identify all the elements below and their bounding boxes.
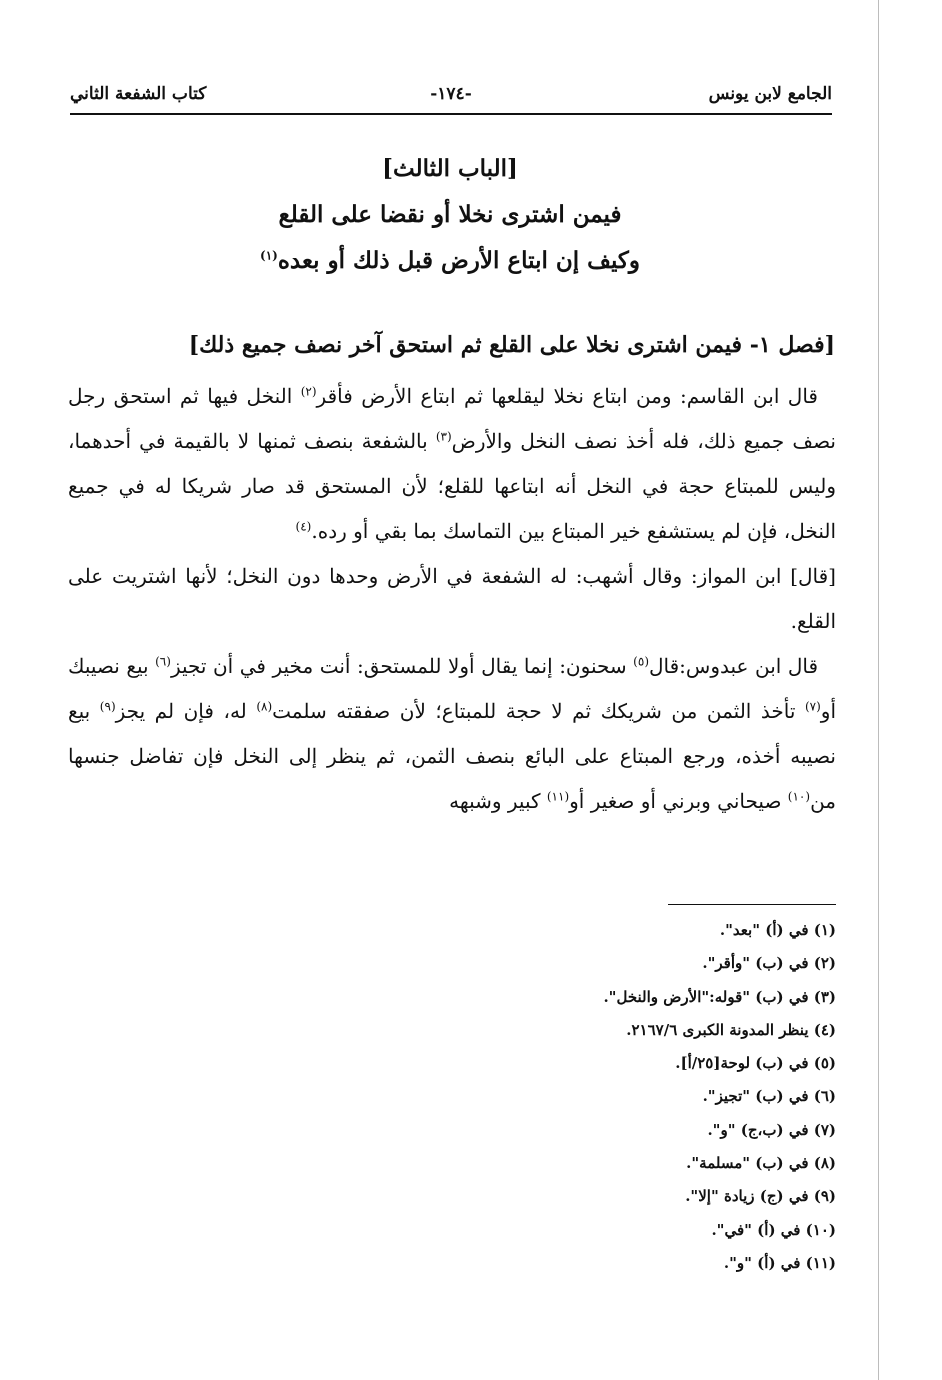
footnote-ref-5: (٥) <box>633 654 649 669</box>
paragraph-ibn-abdus <box>68 644 836 824</box>
page-number: -١٧٤- <box>430 84 472 104</box>
footnote-6: (٦) في (ب) "تجيز". <box>702 1087 836 1106</box>
chapter-label: [الباب الثالث] <box>382 155 518 182</box>
paragraph-ibn-alqasim <box>68 374 836 554</box>
header-chapter-title: كتاب الشفعة الثاني <box>70 84 207 104</box>
text-run: صيحاني وبرني أو صغير أو <box>569 789 788 813</box>
page-edge-line <box>878 0 879 1380</box>
text-run: قال ابن القاسم: ومن ابتاع نخلا ليقلعها ثم ابتاع الأرض فأقر <box>316 384 818 408</box>
footnote-ref-8: (٨) <box>256 699 273 714</box>
text-run: بالشفعة بنصف ثمنها لا بالقيمة في أحدهما، وليس للمبتاع حجة في النخل أنه ابتاعها للقلع؛ لأن المستحق قد صار شريكا له في جميع النخل، فإن لم يستشفع خير المبتاع بين التماسك بما بقي أو رده. <box>68 429 836 543</box>
footnote-7: (٧) في (ب،ج) "و". <box>707 1120 836 1139</box>
text-run: كبير وشبهه <box>449 789 547 813</box>
chapter-title-line-1: فيمن اشترى نخلا أو نقضا على القلع <box>278 201 622 228</box>
footnote-1: (١) في (أ) "بعد". <box>719 921 836 939</box>
footnote-ref-10: (١٠) <box>787 789 811 804</box>
footnote-ref-6: (٦) <box>155 654 171 669</box>
text-run: النخل فيها ثم استحق رجل نصف جميع ذلك، فله أخذ نصف النخل والأرض <box>68 384 836 453</box>
section-heading: [فصل ١- فيمن اشترى نخلا على القلع ثم استحق آخر نصف جميع ذلك] <box>188 332 835 358</box>
footnote-divider <box>668 904 836 905</box>
footnote-ref-2: (٢) <box>300 384 317 399</box>
footnote-5: (٥) في (ب) لوحة[٢٥/أ]. <box>675 1054 836 1073</box>
footnote-ref-7: (٧) <box>804 699 821 714</box>
footnote-ref-4: (٤) <box>295 519 312 534</box>
footnote-2: (٢) في (ب) "وأقر". <box>702 954 836 973</box>
footnote-10: (١٠) في (أ) "في". <box>711 1220 836 1239</box>
text-run: قال ابن عبدوس:قال <box>649 654 819 678</box>
footnote-ref-9: (٩) <box>99 699 116 714</box>
text-run: بيع نصيبه أخذه، ورجع المبتاع على البائع بنصف الثمن، ثم ينظر إلى النخل فإن تفاضل جنسها من <box>68 699 836 813</box>
footnote-ref-1: (١) <box>260 248 278 263</box>
footnote-3: (٣) في (ب) "قوله:"الأرض والنخل". <box>603 987 836 1006</box>
chapter-titles <box>150 146 750 284</box>
footnote-8: (٨) في (ب) "مسلمة". <box>686 1154 836 1173</box>
footnote-9: (٩) في (ج) زيادة "إلا". <box>685 1187 836 1206</box>
header-book-title: الجامع لابن يونس <box>708 84 832 104</box>
running-header <box>70 84 832 112</box>
paragraph-ibn-almawaz: [قال] ابن المواز: وقال أشهب: له الشفعة في الأرض وحدها دون النخل؛ لأنها اشتريت على القلع. <box>68 564 836 633</box>
text-run: سحنون: إنما يقال أولا للمستحق: أنت مخير في أن تجيز <box>170 654 634 678</box>
footnotes <box>400 914 836 1280</box>
footnote-ref-11: (١١) <box>546 789 570 804</box>
text-run: له، فإن لم يجز <box>115 699 257 723</box>
footnote-4: (٤) ينظر المدونة الكبرى ٢١٦٧/٦. <box>626 1020 836 1039</box>
header-divider <box>70 113 832 115</box>
text-run: تأخذ الثمن من شريكك ثم لا حجة للمبتاع؛ لأن صفقته سلمت <box>272 699 805 723</box>
chapter-title-line-2-text: وكيف إن ابتاع الأرض قبل ذلك أو بعده <box>277 247 640 274</box>
footnote-ref-3: (٣) <box>435 429 452 444</box>
chapter-title-line-2 <box>150 238 750 284</box>
text-run: بيع نصيبك أو <box>68 654 836 723</box>
footnote-11: (١١) في (أ) "و". <box>723 1253 836 1272</box>
body-text <box>68 374 836 824</box>
